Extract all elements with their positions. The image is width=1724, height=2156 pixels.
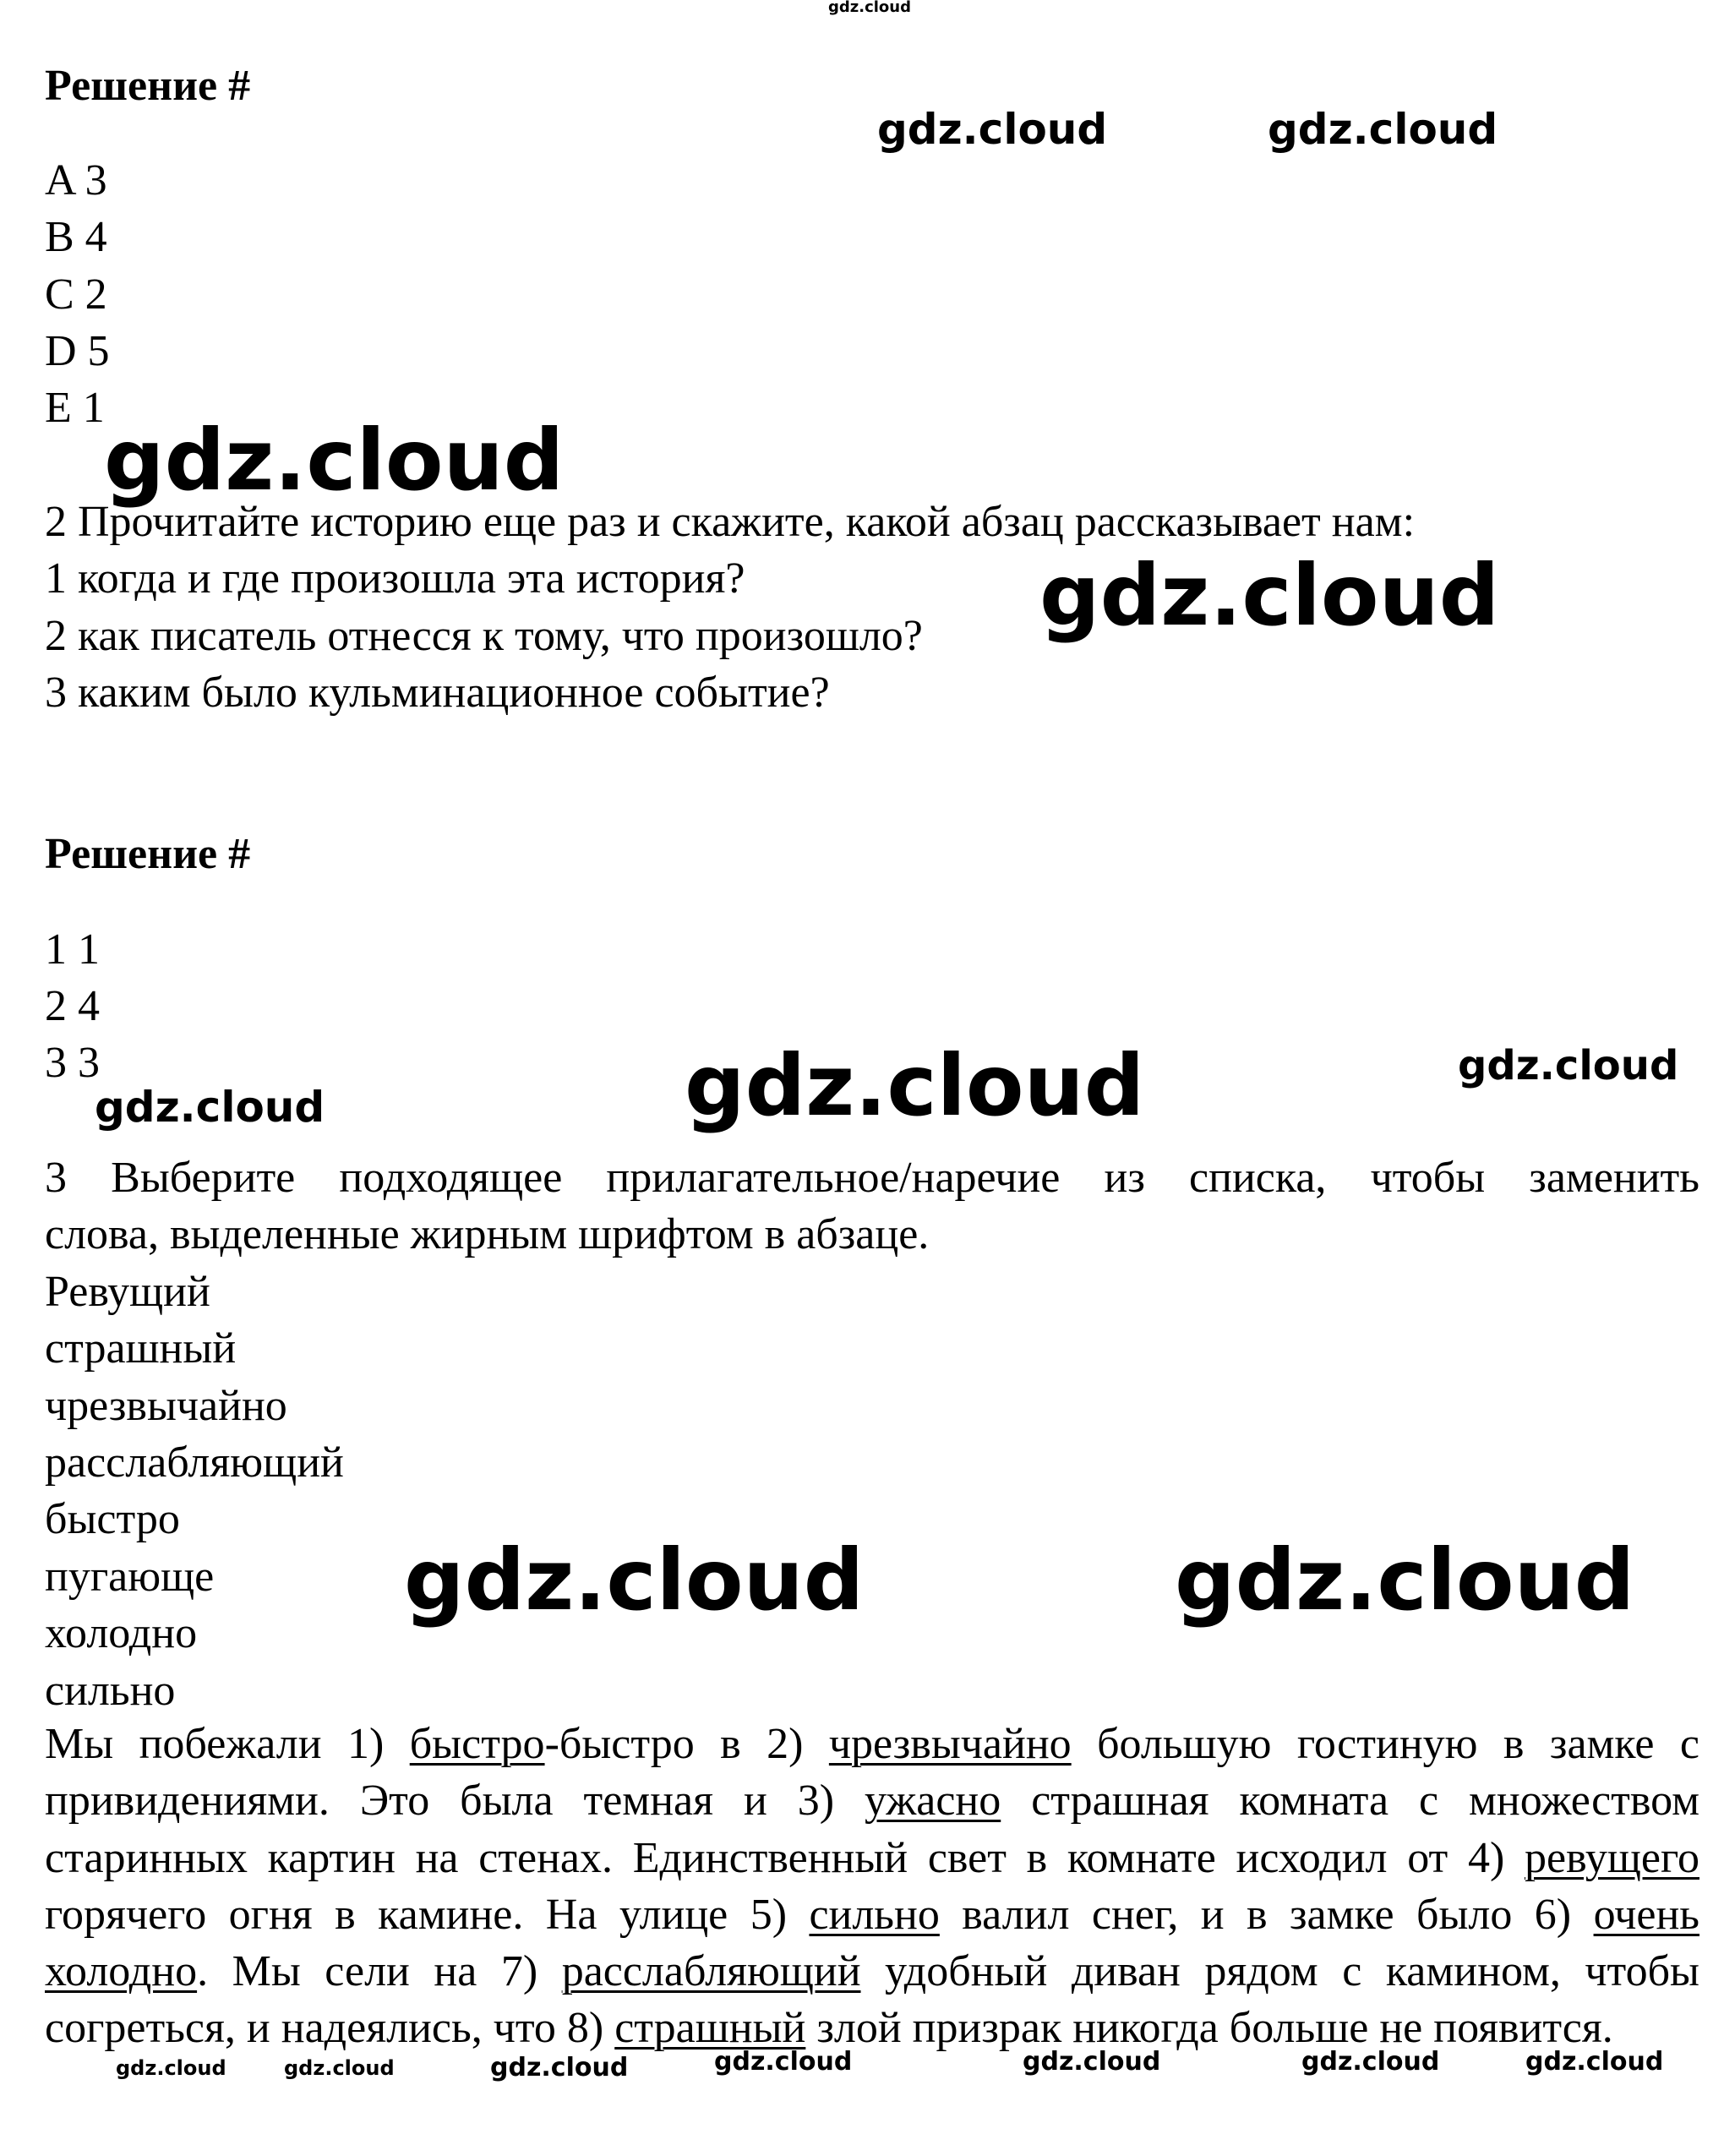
underlined-answer: чрезвычайно — [828, 1720, 1072, 1768]
watermark-small: gdz.cloud — [714, 2047, 853, 2077]
watermark: gdz.cloud — [404, 1531, 865, 1629]
solution-heading-1: Решение # — [45, 62, 251, 110]
watermark: gdz.cloud — [104, 411, 565, 510]
word-list-item: расслабляющий — [45, 1438, 344, 1487]
word-list-item: быстро — [45, 1495, 180, 1543]
underlined-answer: очень холодно — [45, 1890, 1699, 1996]
answer-line: 1 1 — [45, 925, 100, 974]
task-2-item: 1 когда и где произошла эта история? — [45, 554, 745, 603]
paragraph-text: удобный диван рядом с камином, чтобы согреться, и надеялись, что 8) — [45, 1947, 1699, 2053]
paragraph-text: Мы побежали 1) — [45, 1720, 410, 1768]
underlined-answer: ужасно — [865, 1777, 1001, 1826]
watermark: gdz.cloud — [95, 1083, 325, 1132]
word-list-item: Ревущий — [45, 1268, 210, 1316]
underlined-answer: страшный — [614, 2004, 806, 2053]
word-list-item: пугающе — [45, 1553, 215, 1601]
paragraph-text: валил снег, и в замке было 6) — [939, 1890, 1594, 1939]
underlined-answer: сильно — [809, 1890, 940, 1939]
word-list-item: чрезвычайно — [45, 1382, 287, 1430]
task-2-item: 2 как писатель отнесся к тому, что произошло? — [45, 612, 923, 660]
word-list-item: сильно — [45, 1667, 176, 1715]
watermark: gdz.cloud — [1175, 1531, 1635, 1629]
watermark-small: gdz.cloud — [1023, 2047, 1161, 2077]
answer-line: E 1 — [45, 384, 105, 432]
paragraph-text: страшная комната с множеством старинных картин на стенах. Единственный свет в комнате исходил от 4) — [45, 1777, 1700, 1882]
answer-line: 3 3 — [45, 1039, 100, 1087]
paragraph-text: -быстро в 2) — [544, 1720, 829, 1768]
word-list-item: холодно — [45, 1609, 198, 1657]
word-list-item: страшный — [45, 1324, 237, 1373]
watermark-small: gdz.cloud — [1525, 2047, 1664, 2077]
underlined-answer: расслабляющий — [561, 1947, 861, 1996]
answer-line: 2 4 — [45, 982, 100, 1030]
answer-paragraph — [45, 1716, 1699, 2057]
paragraph-text: злой призрак никогда больше не появится. — [805, 2004, 1613, 2053]
answer-line: A 3 — [45, 156, 107, 205]
task-3-question-line-1: 3 Выберите подходящее прилагательное/наречие из списка, чтобы заменить — [45, 1154, 1699, 1202]
solution-heading-2: Решение # — [45, 830, 251, 878]
task-3-question-line-2: слова, выделенные жирным шрифтом в абзаце. — [45, 1210, 930, 1258]
paragraph-text: горячего огня в камине. На улице 5) — [45, 1890, 810, 1939]
answer-line: C 2 — [45, 270, 107, 319]
task-2-item: 3 каким было кульминационное событие? — [45, 669, 830, 717]
watermark: gdz.cloud — [1039, 546, 1500, 645]
watermark: gdz.cloud — [1458, 1042, 1679, 1089]
watermark-small: gdz.cloud — [116, 2056, 226, 2080]
underlined-answer: быстро — [409, 1720, 545, 1768]
paragraph-text: большую гостиную в замке с привидениями. Это была темная и 3) — [45, 1720, 1699, 1826]
watermark-small: gdz.cloud — [1301, 2047, 1440, 2077]
watermark-top: gdz.cloud — [828, 0, 911, 16]
watermark: gdz.cloud — [1268, 105, 1498, 154]
task-2-question: 2 Прочитайте историю еще раз и скажите, какой абзац рассказывает нам: — [45, 498, 1416, 546]
paragraph-text: . Мы сели на 7) — [197, 1947, 562, 1996]
answer-line: B 4 — [45, 213, 107, 261]
watermark-small: gdz.cloud — [284, 2056, 395, 2080]
watermark: gdz.cloud — [685, 1036, 1145, 1135]
answer-line: D 5 — [45, 327, 110, 375]
watermark-small: gdz.cloud — [490, 2053, 629, 2082]
underlined-answer: ревущего — [1524, 1833, 1699, 1882]
watermark: gdz.cloud — [877, 105, 1108, 154]
